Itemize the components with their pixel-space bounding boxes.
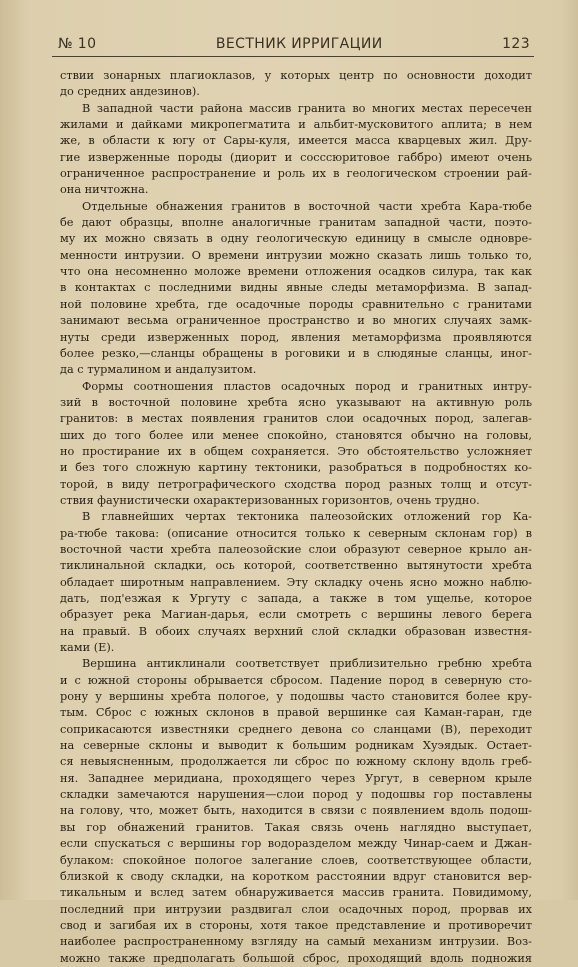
text-line: В главнейших чертах тектоника палеозойских отложений гор Ка- [82,510,532,524]
text-line: тиклинальной складки, ось которой, соответственно вытянутости хребта [60,559,532,573]
text-line: ся невыясненным, продолжается ли сброс по южному склону вдоль греб- [60,755,532,769]
text-line: ной половине хребта, где осадочные породы сравнительно с гранитами [60,297,532,311]
text-line: образует река Магиан-дарья, если смотреть с вершины левого берега [60,608,532,622]
text-line: ня. Западнее меридиана, проходящего через Ургут, в северном крыле [60,771,532,785]
text-line: менности интрузии. О времени интрузии можно сказать лишь только то, [60,248,532,262]
text-line: му их можно связать в одну геологическую единицу в смысле одновре- [60,232,532,246]
text-line: если спускаться с вершины гор водоразделом между Чинар-саем и Джан- [60,837,532,851]
issue-number: № 10 [58,36,97,52]
text-line: же, в области к югу от Сары-куля, имеется масса кварцевых жил. Дру- [60,134,532,148]
text-line: вы гор обнажений гранитов. Такая связь очень наглядно выступает, [60,820,532,834]
text-line: ра-тюбе такова: (описание относится только к северным склонам гор) в [60,526,532,540]
text-line: булаком: спокойное пологое залегание слоев, соответствующее области, [60,853,532,867]
text-line: ствии зонарных плагиоклазов, у которых центр по основности доходит [60,69,532,82]
text-line: ствия фаунистически охарактеризованных горизонтов, очень трудно. [60,493,480,507]
text-line: нуты среди изверженных пород, явления метаморфизма проявляются [60,330,532,344]
text-line: тым. Сброс с южных склонов в правой вершинке сая Каман-гаран, где [60,706,532,720]
text-line: складки замечаются нарушения—слои пород у подошвы гор поставлены [60,788,532,802]
journal-title: ВЕСТНИК ИРРИГАЦИИ [215,36,383,52]
text-line: более резко,—сланцы обращены в роговики и в слюдяные сланцы, иног- [60,346,532,360]
text-line: Отдельные обнажения гранитов в восточной части хребта Кара-тюбе [82,199,532,213]
text-line: на северные склоны и выводит к большим родникам Хуэядык. Остает- [60,739,532,753]
text-line: гие изверженные породы (диорит и сосссюритовое габбро) имеют очень [60,150,532,164]
text-line: зий в восточной половине хребта ясно указывают на активную роль [60,395,532,409]
text-line: бе дают образцы, вполне аналогичные гранитам западной части, поэто- [60,216,532,230]
page-number: 123 [502,36,530,52]
text-line: восточной части хребта палеозойские слои образуют северное крыло ан- [60,542,532,556]
text-line: ограниченное распространение и роль их в геологическом строении рай- [60,167,532,181]
text-line: наиболее распространенному взгляду на самый механизм интрузии. Воз- [60,935,532,949]
text-line: до средних андезинов). [60,85,200,99]
running-header [58,36,530,56]
text-line: последний при интрузии раздвигал слои осадочных пород, прорвав их [60,902,532,916]
text-line: на правый. В обоих случаях верхний слой складки образован известня- [60,624,532,638]
text-line: гранитов: в местах появления гранитов слои осадочных пород, залегав- [60,412,532,426]
header-rule [52,56,534,57]
text-line: В западной части района массив гранита во многих местах пересечен [82,101,532,115]
text-line: свод и загибая их в стороны, хотя такое представление и противоречит [60,918,532,932]
text-line: да с турмалином и андалузитом. [60,363,257,377]
text-line: близкой к своду складки, на коротком расстоянии вдруг становится вер- [60,869,532,883]
text-line: она ничтожна. [60,183,149,197]
body-text [60,68,532,967]
text-line: и без того сложную картину тектоники, разобраться в подробностях ко- [60,461,532,475]
text-line: торой, в виду петрографического сходства пород разных толщ и отсут- [60,477,532,491]
text-line: что она несомненно моложе времени отложения осадков силура, так как [60,265,532,279]
text-line: занимают весьма ограниченное пространство и во многих случаях замк- [60,314,532,328]
text-line: Формы соотношения пластов осадочных пород и гранитных интру- [82,379,532,393]
text-line: в контактах с последними видны явные следы метаморфизма. В запад- [60,281,532,295]
text-line: ших до того более или менее спокойно, становятся обычно на головы, [60,428,532,442]
text-line: на голову, что, может быть, находится в связи с появлением вдоль подош- [60,804,532,818]
text-line: ками (Е). [60,641,115,655]
text-line: но простирание их в общем сохраняется. Это обстоятельство усложняет [60,444,532,458]
text-line: тикальным и вслед затем обнаруживается массив гранита. Повидимому, [60,886,532,900]
text-line: соприкасаются известняки среднего девона со сланцами (В), переходит [60,722,532,736]
text-line: дать, под'езжая к Ургуту с запада, а также в том ущелье, которое [60,592,532,605]
text-line: можно также предполагать большой сброс, проходящий вдоль подножия [60,951,532,965]
text-line: обладает широтным направлением. Эту складку очень ясно можно наблю- [60,575,532,589]
text-line: и с южной стороны обрывается сбросом. Падение пород в северную сто- [60,673,532,687]
text-line: жилами и дайками микропегматита и альбит-мусковитого аплита; в нем [60,118,532,132]
text-line: рону у вершины хребта пологое, у подошвы часто становится более кру- [60,690,532,704]
text-line: Вершина антиклинали соответствует приблизительно гребню хребта [82,657,532,671]
